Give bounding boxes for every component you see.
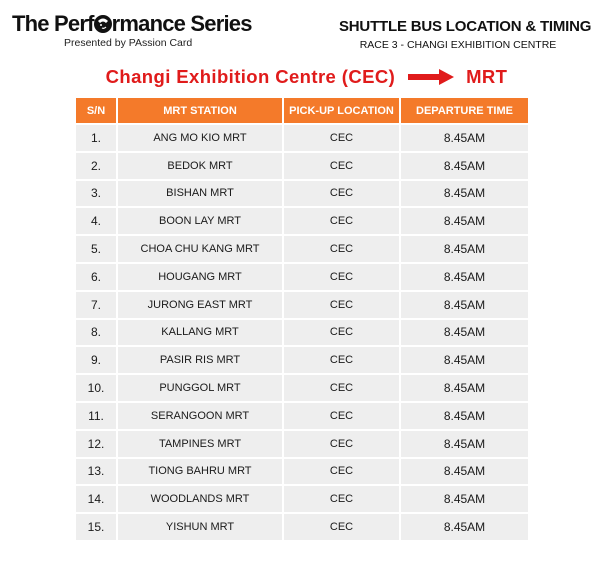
row-station: CHOA CHU KANG MRT <box>118 236 282 262</box>
row-pickup: CEC <box>284 347 399 373</box>
table-row <box>76 486 528 512</box>
row-departure-time: 8.45AM <box>401 236 528 262</box>
brand-title-start: The Perf <box>12 11 94 36</box>
lion-head-icon <box>93 14 113 34</box>
row-pickup: CEC <box>284 153 399 179</box>
table-row <box>76 320 528 346</box>
row-departure-time: 8.45AM <box>401 403 528 429</box>
table-row <box>76 264 528 290</box>
table-row <box>76 347 528 373</box>
brand-title <box>12 12 252 36</box>
shuttle-schedule-table <box>74 96 530 542</box>
table-row <box>76 125 528 151</box>
table-row <box>76 459 528 485</box>
row-pickup: CEC <box>284 403 399 429</box>
row-pickup: CEC <box>284 375 399 401</box>
route-from: Changi Exhibition Centre (CEC) <box>105 66 396 87</box>
row-station: BEDOK MRT <box>118 153 282 179</box>
row-station: WOODLANDS MRT <box>118 486 282 512</box>
row-departure-time: 8.45AM <box>401 431 528 457</box>
row-pickup: CEC <box>284 236 399 262</box>
table-row <box>76 431 528 457</box>
row-sn: 8. <box>76 320 116 346</box>
row-station: KALLANG MRT <box>118 320 282 346</box>
row-sn: 14. <box>76 486 116 512</box>
row-sn: 6. <box>76 264 116 290</box>
row-departure-time: 8.45AM <box>401 514 528 540</box>
page-subtitle: RACE 3 - CHANGI EXHIBITION CENTRE <box>359 39 557 51</box>
table-header-row <box>76 98 528 123</box>
row-pickup: CEC <box>284 459 399 485</box>
row-sn: 15. <box>76 514 116 540</box>
row-departure-time: 8.45AM <box>401 320 528 346</box>
row-sn: 4. <box>76 208 116 234</box>
row-sn: 9. <box>76 347 116 373</box>
row-departure-time: 8.45AM <box>401 347 528 373</box>
row-station: BOON LAY MRT <box>118 208 282 234</box>
table-row <box>76 153 528 179</box>
row-station: JURONG EAST MRT <box>118 292 282 318</box>
row-pickup: CEC <box>284 292 399 318</box>
row-sn: 1. <box>76 125 116 151</box>
row-pickup: CEC <box>284 486 399 512</box>
row-sn: 3. <box>76 181 116 207</box>
row-pickup: CEC <box>284 431 399 457</box>
row-departure-time: 8.45AM <box>401 264 528 290</box>
route-heading <box>0 66 613 88</box>
table-row <box>76 292 528 318</box>
table-row <box>76 181 528 207</box>
row-departure-time: 8.45AM <box>401 181 528 207</box>
row-station: YISHUN MRT <box>118 514 282 540</box>
row-departure-time: 8.45AM <box>401 153 528 179</box>
row-pickup: CEC <box>284 514 399 540</box>
row-departure-time: 8.45AM <box>401 292 528 318</box>
row-station: PASIR RIS MRT <box>118 347 282 373</box>
row-sn: 5. <box>76 236 116 262</box>
table-row <box>76 403 528 429</box>
row-departure-time: 8.45AM <box>401 375 528 401</box>
row-station: ANG MO KIO MRT <box>118 125 282 151</box>
table-row <box>76 375 528 401</box>
arrow-right-icon <box>408 69 454 85</box>
row-sn: 12. <box>76 431 116 457</box>
row-pickup: CEC <box>284 320 399 346</box>
row-departure-time: 8.45AM <box>401 208 528 234</box>
table-row <box>76 514 528 540</box>
row-departure-time: 8.45AM <box>401 125 528 151</box>
row-sn: 2. <box>76 153 116 179</box>
page-header <box>339 18 592 51</box>
row-departure-time: 8.45AM <box>401 486 528 512</box>
brand-subtitle: Presented by PAssion Card <box>64 37 193 49</box>
row-station: HOUGANG MRT <box>118 264 282 290</box>
row-station: TAMPINES MRT <box>118 431 282 457</box>
table-row <box>76 236 528 262</box>
column-header-time: DEPARTURE TIME <box>401 98 528 123</box>
row-pickup: CEC <box>284 264 399 290</box>
row-sn: 7. <box>76 292 116 318</box>
row-sn: 13. <box>76 459 116 485</box>
column-header-station: MRT STATION <box>118 98 282 123</box>
column-header-pickup: PICK-UP LOCATION <box>284 98 399 123</box>
row-departure-time: 8.45AM <box>401 459 528 485</box>
brand-logo <box>12 12 252 49</box>
row-station: SERANGOON MRT <box>118 403 282 429</box>
brand-title-end: rmance Series <box>111 11 252 36</box>
row-pickup: CEC <box>284 125 399 151</box>
table-row <box>76 208 528 234</box>
page-title: SHUTTLE BUS LOCATION & TIMING <box>339 18 592 35</box>
row-sn: 11. <box>76 403 116 429</box>
row-pickup: CEC <box>284 181 399 207</box>
route-to: MRT <box>466 66 508 87</box>
row-station: PUNGGOL MRT <box>118 375 282 401</box>
row-sn: 10. <box>76 375 116 401</box>
row-pickup: CEC <box>284 208 399 234</box>
row-station: BISHAN MRT <box>118 181 282 207</box>
column-header-sn: S/N <box>76 98 116 123</box>
row-station: TIONG BAHRU MRT <box>118 459 282 485</box>
